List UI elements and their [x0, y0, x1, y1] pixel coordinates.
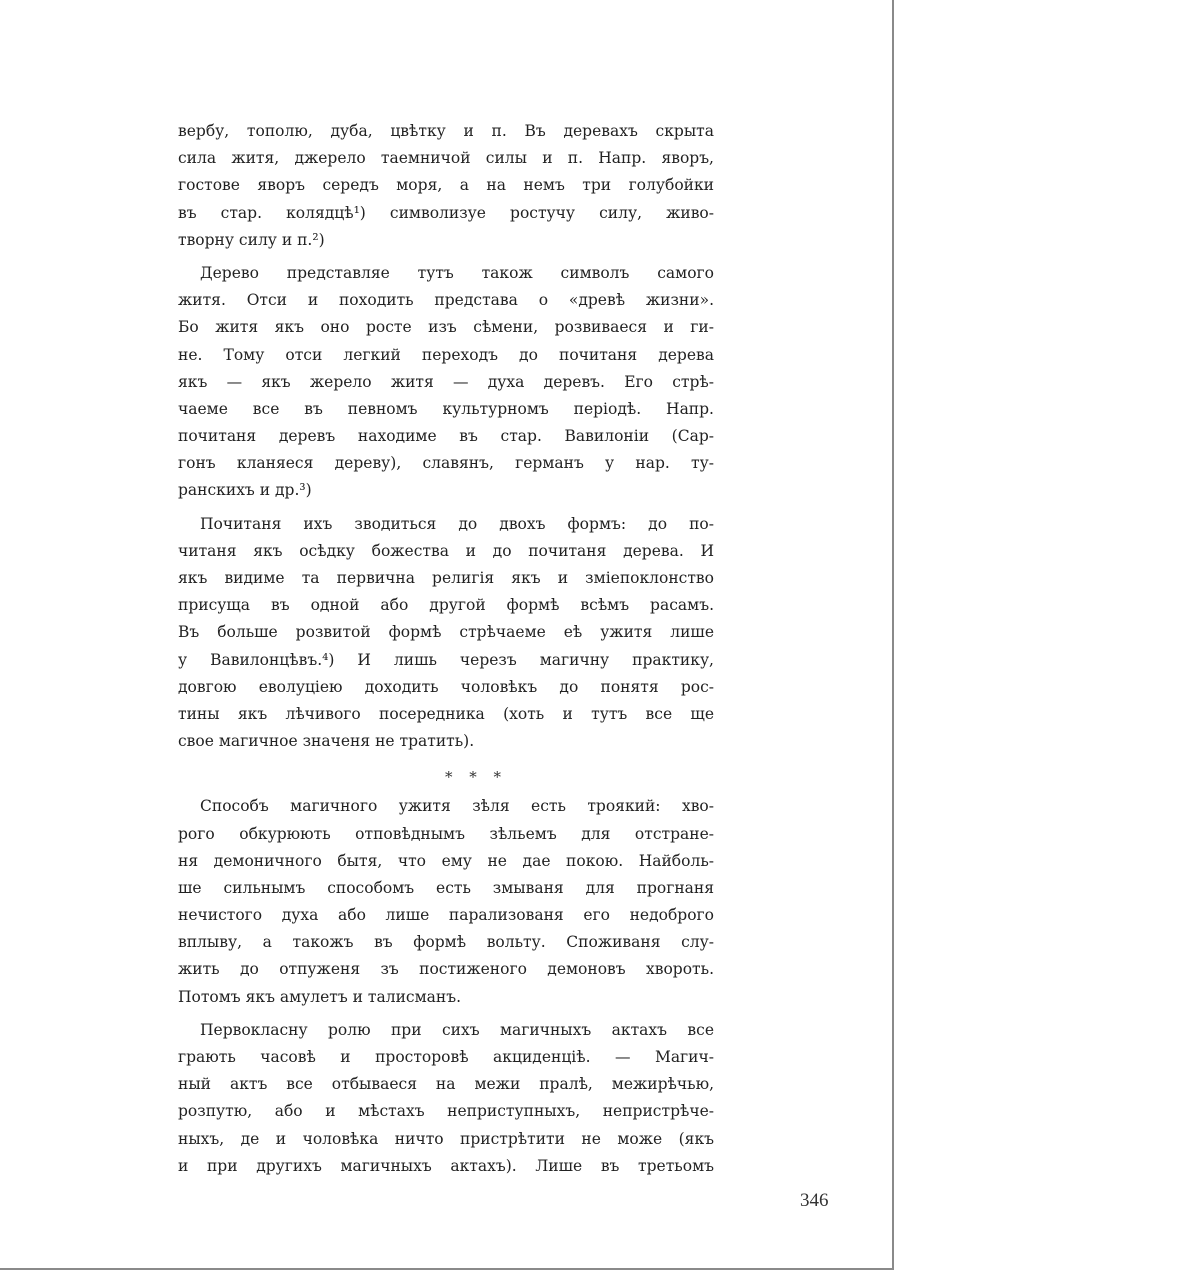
text-line: сила житя, джерело таемничой силы и п. Напр. яворъ, [178, 149, 714, 168]
text-line: ше сильнымъ способомъ есть змываня для прогнаня [178, 878, 714, 897]
text-line: нечистого духа або лише парализованя его недоброго [178, 906, 714, 925]
text-line: читаня якъ осѣдку божества и до почитаня дерева. И [178, 541, 714, 560]
text-line: ныхъ, де и чоловѣка ничто пристрѣтити не може (якъ [178, 1129, 714, 1148]
text-line: свое магичное значеня не тратить). [178, 732, 475, 751]
text-line: Первокласну ролю при сихъ магичныхъ актахъ все [200, 1020, 714, 1039]
text-line: въ стар. колядцѣ¹) символизуе ростучу силу, живо- [178, 203, 714, 222]
text-line: Способъ магичного ужитя зѣля есть троякий: хво- [200, 797, 714, 816]
text-line: Дерево представляе тутъ також символъ самого [200, 263, 714, 282]
text-line: Бо житя якъ оно росте изъ сѣмени, розвиваеся и ги- [178, 318, 714, 337]
text-line: довгою еволуцiею доходить чоловѣкъ до понятя рос- [178, 677, 714, 696]
text-line: жить до отпуженя зъ постиженого демоновъ хвороть. [178, 960, 714, 979]
text-line: житя. Отси и походить представа о «древѣ жизни». [178, 291, 714, 310]
text-line: якъ видиме та первична религiя якъ и змiепоклонство [178, 569, 714, 587]
text-line: Почитаня ихъ зводиться до двохъ формъ: до по- [200, 514, 714, 533]
text-line: ня демоничного бытя, что ему не дае покою. Найболь- [178, 851, 714, 870]
text-line: рого обкурюють отповѣднымъ зѣльемъ для отстране- [178, 824, 714, 843]
text-line: творну силу и п.²) [178, 230, 325, 249]
text-line: вплыву, а такожъ въ формѣ вольту. Споживаня слу- [178, 933, 714, 952]
text-line: гостове яворъ середъ моря, а на немъ три голубойки [178, 176, 714, 195]
text-line: вербу, тополю, дуба, цвѣтку и п. Въ деревахъ скрыта [178, 122, 714, 140]
section-separator: * * * [444, 768, 508, 787]
text-line: чаеме все въ певномъ культурномъ перiодѣ. Напр. [178, 399, 714, 418]
text-line: присуща въ одной або другой формѣ всѣмъ расамъ. [178, 596, 714, 615]
paragraph [178, 118, 714, 254]
text-line: не. Тому отси легкий переходъ до почитаня дерева [178, 345, 714, 364]
text-line: Потомъ якъ амулетъ и талисманъ. [178, 987, 462, 1006]
text-line: почитаня деревъ находиме въ стар. Вавилонiи (Сар- [178, 427, 714, 446]
paragraph [178, 793, 714, 1011]
paragraph [178, 1017, 714, 1180]
text-line: тины якъ лѣчивого посередника (хоть и тутъ все ще [178, 704, 714, 723]
text-line: у Вавилонцѣвъ.⁴) И лишь черезъ магичну практику, [178, 650, 714, 669]
text-line: и при другихъ магичныхъ актахъ). Лише въ третьомъ [178, 1156, 714, 1175]
text-line: ранскихъ и др.³) [178, 481, 312, 500]
text-line: розпутю, або и мѣстахъ неприступныхъ, непристрѣче- [178, 1102, 714, 1121]
text-line: Въ больше розвитой формѣ стрѣчаеме еѣ ужитя лише [178, 623, 714, 642]
paragraph [178, 511, 714, 756]
text-line: гонъ кланяеся дереву), славянъ, германъ у нар. ту- [178, 454, 714, 473]
page-body-text [178, 118, 714, 1186]
paragraph [178, 260, 714, 505]
page-number: 346 [800, 1190, 829, 1211]
text-line: ный актъ все отбываеся на межи пралѣ, межирѣчью, [178, 1075, 714, 1094]
text-line: якъ — якъ жерело житя — духа деревъ. Его стрѣ- [178, 372, 714, 391]
text-line: грають часовѣ и просторовѣ акциденцiѣ. — Магич- [178, 1048, 714, 1066]
